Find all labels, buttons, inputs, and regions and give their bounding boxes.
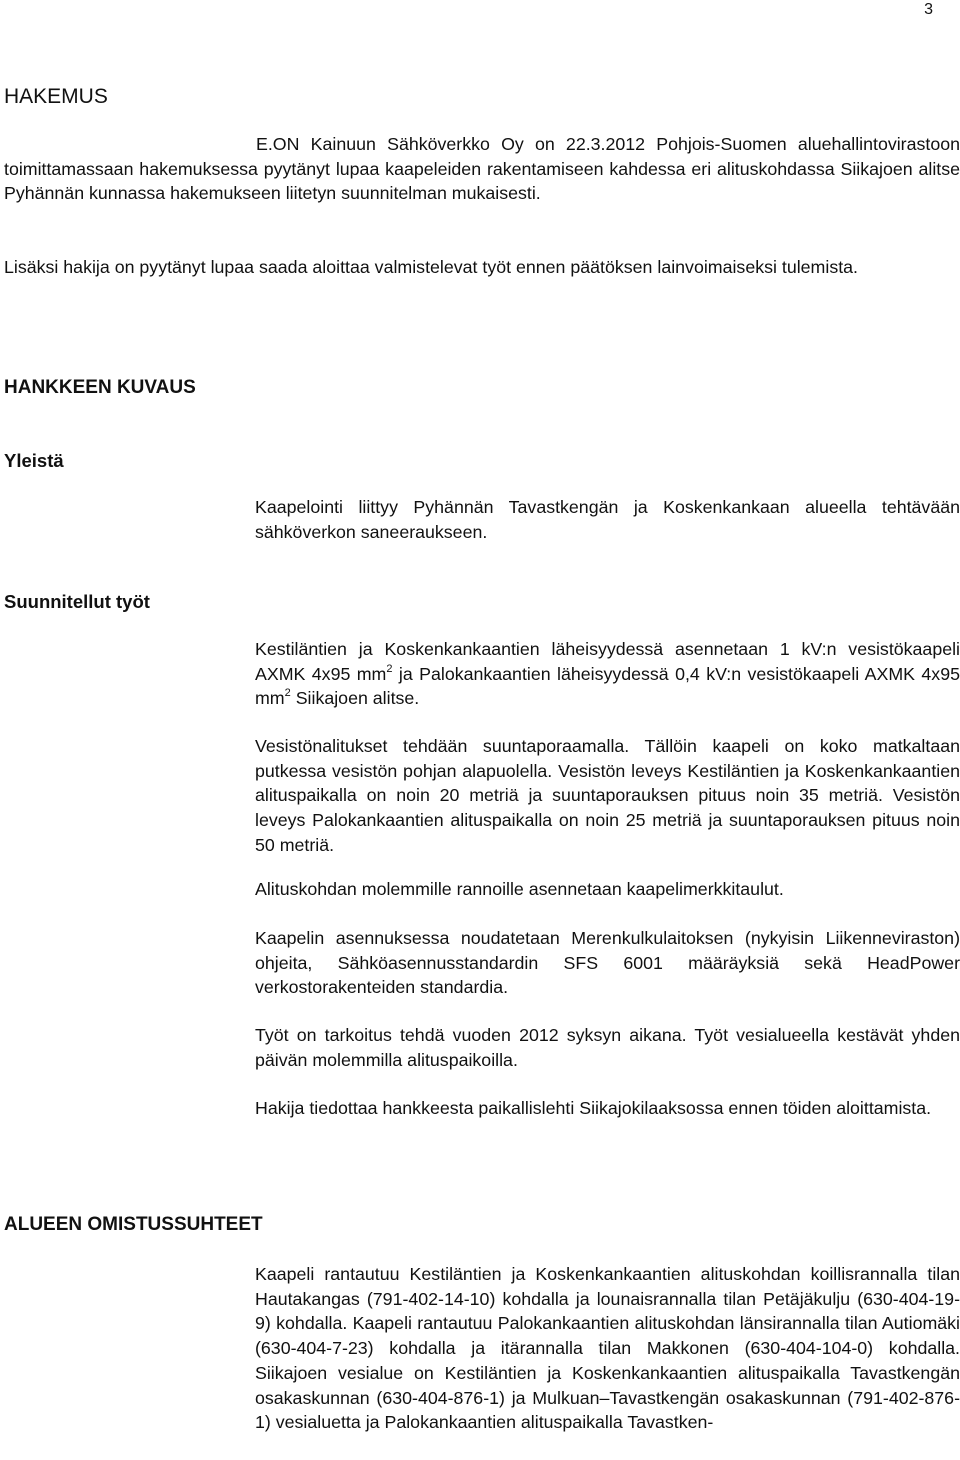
section-heading-hankkeen-kuvaus: HANKKEEN KUVAUS [4,377,196,398]
hakemus-paragraph-1 [4,132,960,206]
suunnitellut-tyot-paragraph-2: Vesistönalitukset tehdään suuntaporaamalla. Tällöin kaapeli on koko matkaltaan putkessa vesistön pohjan alapuolella. Vesistön leveys Kestiläntien ja Koskenkankaantien alituspaikalla on noin 20 metriä ja suuntaporauksen pituus noin 35 metriä. Vesistön leveys Palokankaantien alituspaikalla on noin 25 metriä ja suuntaporauksen pituus noin 50 metriä. [255,736,960,855]
p1-superscript-1: 2 [386,662,393,675]
hakemus-paragraph-2: Lisäksi hakija on pyytänyt lupaa saada aloittaa valmistelevat työt ennen päätöksen lainvoimaiseksi tulemista. [4,257,858,277]
alueen-omistussuhteet-paragraph: Kaapeli rantautuu Kestiläntien ja Koskenkankaantien alituskohdan koillisrannalla tilan Hautakangas (791-402-14-10) kohdalla ja lounaisrannalla tilan Petäjäkulju (630-404-19-9) kohdalla. Kaapeli rantautuu Palokankaantien alituskohdan länsirannalla tilan Autiomäki (630-404-7-23) kohdalla ja itärannalla tilan Makkonen (630-404-104-0) kohdalla. Siikajoen vesialue on Kestiläntien ja Koskenkankaantien alituspaikalla Tavastkengän osakaskunnan (630-404-876-1) ja Mulkuan–Tavastkengän osakaskunnan (791-402-876-1) vesialuetta ja Palokankaantien alituspaikalla Tavastken- [255,1264,960,1433]
section-heading-hakemus: HAKEMUS [4,85,108,108]
subheading-yleista: Yleistä [4,450,64,471]
page-number: 3 [924,1,933,18]
p1-part1: Kestiläntien ja Koskenkankaantien läheisyydessä asennetaan 1 kV:n vesistökaapeli AXMK 4x95 mm [255,639,960,684]
hakemus-paragraph-1-first-line: E.ON Kainuun Sähköverkko Oy on 22.3. [256,134,606,154]
hakemus-paragraph-1-rest: 2012 Pohjois-Suomen aluehallintovirastoon toimittamassaan hakemuksessa pyytänyt lupaa kaapeleiden rakentamiseen kahdessa eri alituskohdassa Siikajoen alitse Pyhännän kunnassa hakemukseen liitetyn suunnitelman mukaisesti. [4,134,960,204]
p1-part2: ja Palokankaantien läheisyydessä 0,4 kV:n vesistökaapeli AXMK 4x95 mm [255,663,960,709]
suunnitellut-tyot-paragraph-6: Hakija tiedottaa hankkeesta paikallislehti Siikajokilaaksossa ennen töiden aloittamista. [255,1098,932,1118]
yleista-paragraph: Kaapelointi liittyy Pyhännän Tavastkengän ja Koskenkankaan alueella tehtävään sähköverkon saneeraukseen. [255,497,960,542]
p1-superscript-2: 2 [284,687,291,700]
suunnitellut-tyot-paragraph-5: Työt on tarkoitus tehdä vuoden 2012 syksyn aikana. Työt vesialueella kestävät yhden päivän molemmilla alituspaikoilla. [255,1025,960,1070]
suunnitellut-tyot-paragraph-3: Alituskohdan molemmille rannoille asennetaan kaapelimerkkitaulut. [255,879,784,899]
section-heading-alueen-omistussuhteet: ALUEEN OMISTUSSUHTEET [4,1214,263,1235]
suunnitellut-tyot-paragraph-1 [255,637,960,711]
suunnitellut-tyot-paragraph-4: Kaapelin asennuksessa noudatetaan Merenkulkulaitoksen (nykyisin Liikenneviraston) ohjeita, Sähköasennusstandardin SFS 6001 määräyksiä sekä HeadPower verkostorakenteiden standardia. [255,928,960,998]
subheading-suunnitellut-tyot: Suunnitellut työt [4,591,150,612]
p1-part3: Siikajoen alitse. [290,688,420,709]
